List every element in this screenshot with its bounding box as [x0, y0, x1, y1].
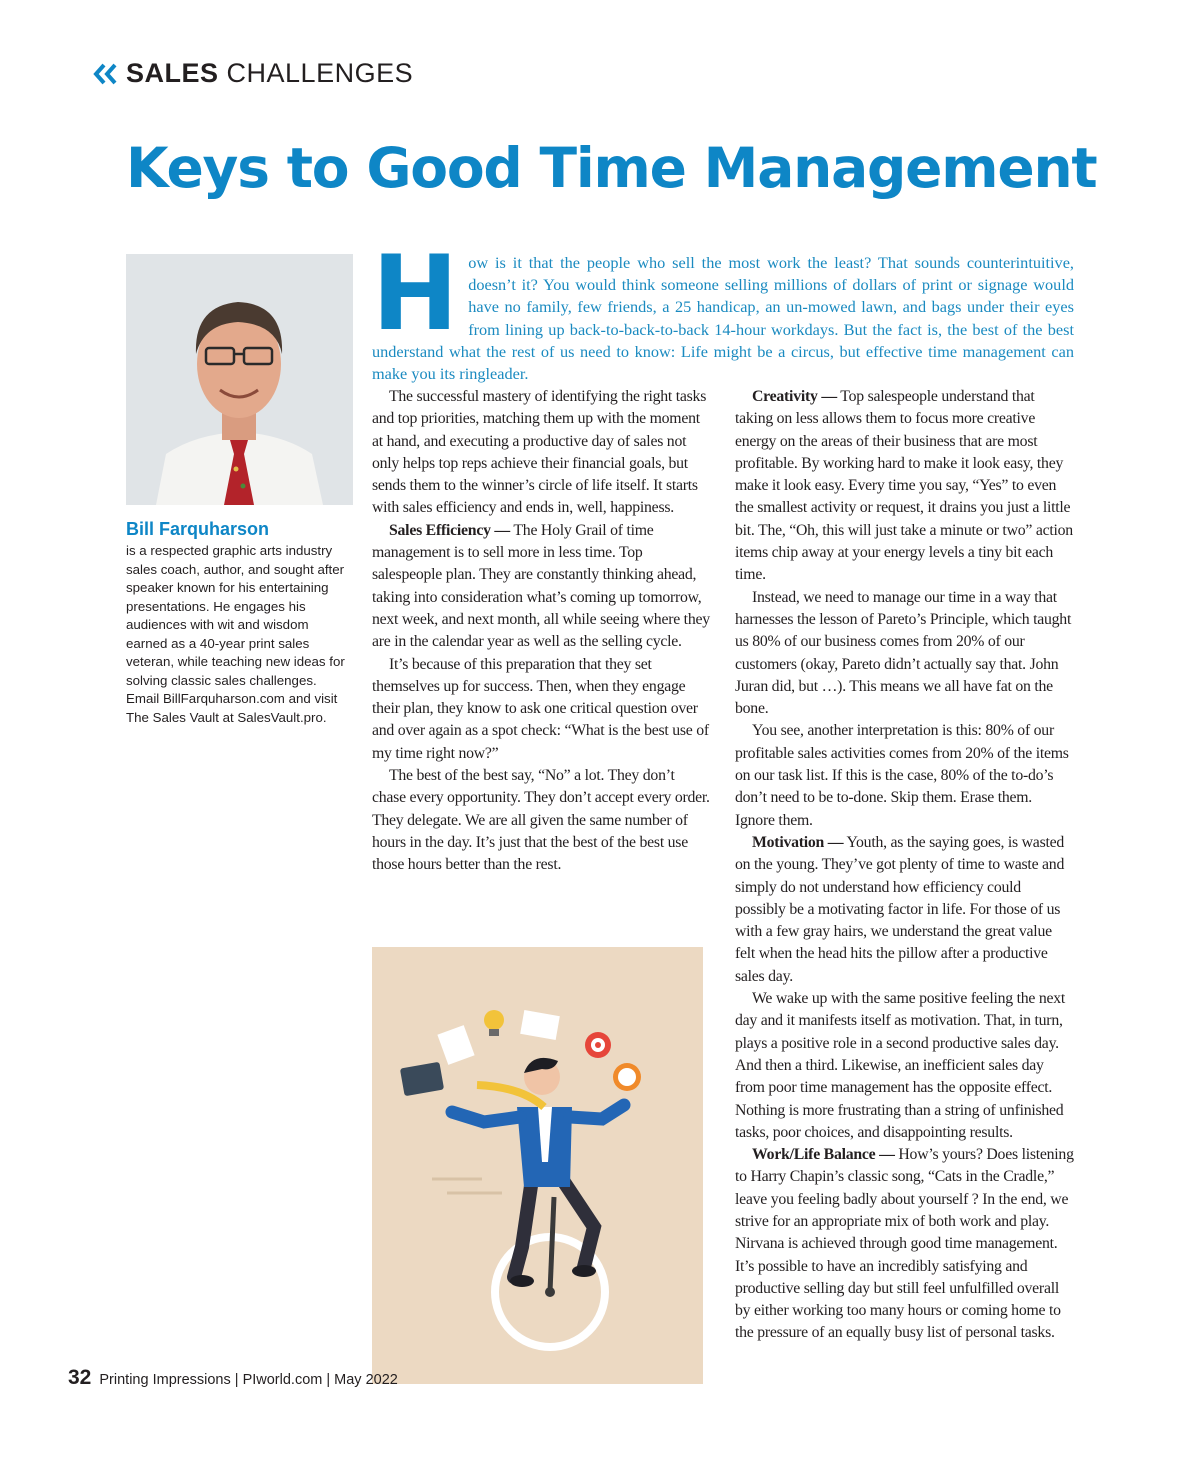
author-name: Bill Farquharson [126, 519, 270, 539]
paragraph: The successful mastery of identifying the right tasks and top priorities, matching them up with the moment at hand, and executing a productive day of sales not only helps top reps achieve their financial goals, but sends them to the winner’s circle of life itself. It starts with sales efficiency and ends in, well, happiness. [372, 388, 707, 517]
page-footer [68, 1366, 398, 1390]
section-header [92, 58, 413, 89]
juggler-unicycle-illustration [372, 947, 703, 1384]
lede-text: ow is it that the people who sell the most work the least? That sounds counterintuitive, doesn’t it? You would think someone selling millions of dollars of print or signage would have no family, few friends, a 25 handicap, an un-mowed lawn, and bags under their eyes from lining up back-to-back-to-back 14-hour workdays. But the fact is, the best of the best understand what the rest of us need to know: Life might be a circus, but effective time management can make you its ringleader. [372, 253, 1074, 384]
section-label-bold: SALES [126, 58, 219, 88]
subhead: Work/Life Balance — [752, 1146, 895, 1164]
article-lede [372, 234, 1074, 385]
section-label: CHALLENGES [226, 58, 414, 88]
paragraph: Sales Efficiency — The Holy Grail of time management is to sell more in less time. Top salespeople plan. They are constantly thinking ahead, taking into consideration what’s coming up tomorrow, next week, and next month, all while seeing where they are in the calendar year as well as the selling cycle. [372, 521, 710, 651]
paragraph: The best of the best say, “No” a lot. They don’t chase every opportunity. They don’t accept every order. They delegate. We are all given the same number of hours in the day. It’s just that the best of the best use those hours better than the rest. [372, 767, 710, 874]
drop-cap: H [372, 234, 459, 354]
author-bio: is a respected graphic arts industry sales coach, author, and sought after speaker known for his entertaining presentations. He engages his audiences with wit and wisdom earned as a 40-year print sales veteran, while teaching new ideas for solving classic sales challenges. Email BillFarquharson.com and visit The Sales Vault at SalesVault.pro. [126, 543, 345, 725]
paragraph: Work/Life Balance — How’s yours? Does listening to Harry Chapin’s classic song, “Cats in the Cradle,” leave you feeling badly about yourself ? In the end, we strive for an appropriate mix of both work and play. Nirvana is achieved through good time management. It’s possible to have an incredibly satisfying and productive selling day but still feel unfulfilled overall by either working too many hours or coming home to the pressure of an equally busy list of personal tasks. [735, 1146, 1074, 1342]
article-title: Keys to Good Time Management [126, 136, 1097, 200]
body-column-2 [735, 386, 1075, 1345]
paragraph: You see, another interpretation is this: 80% of our profitable sales activities comes from 20% of the items on our task list. If this is the case, 80% of the to-do’s don’t need to be to-done. Skip them. Erase them. Ignore them. [735, 722, 1069, 829]
subhead: Motivation — [752, 833, 844, 851]
page-number: 32 [68, 1366, 92, 1389]
footer-text: Printing Impressions | PIworld.com | May 2022 [99, 1372, 398, 1388]
paragraph: It’s because of this preparation that they set themselves up for success. Then, when they engage their plan, they know to ask one critical question over and over again as a spot check: “What is the best use of my time right now?” [372, 655, 709, 762]
author-photo [126, 254, 353, 505]
subhead: Sales Efficiency — [389, 521, 510, 539]
paragraph: Instead, we need to manage our time in a way that harnesses the lesson of Pareto’s Principle, which taught us 80% of our business comes from 20% of our customers (okay, Pareto didn’t actually say that. John Juran did, but …). This means we all have fat on the bone. [735, 588, 1072, 718]
paragraph: We wake up with the same positive feeling the next day and it manifests itself as motivation. That, in turn, plays a positive role in a second productive sales day. And then a third. Likewise, an inefficient sales day from poor time management has the opposite effect. Nothing is more frustrating than a string of unfinished tasks, poor choices, and disappointing results. [735, 990, 1066, 1141]
paragraph: Motivation — Youth, as the saying goes, is wasted on the young. They’ve got plenty of time to waste and simply do not understand how efficiency could possibly be a motivating factor in life. For those of us with a few gray hairs, we understand the great value felt when the head hits the pillow after a productive sales day. [735, 833, 1065, 985]
subhead: Creativity — [752, 388, 837, 405]
double-chevron-left-icon [92, 63, 120, 85]
paragraph: Creativity — Top salespeople understand that taking on less allows them to focus more creative energy on the areas of their business that are most profitable. By working hard to make it look easy, they make it look easy. Every time you say, “Yes” to even the smallest activity or request, it drains you just a little bit. The, “Oh, this will just take a minute or two” action items chip away at your energy levels a tiny bit each time. [735, 388, 1073, 584]
body-column-1 [372, 386, 712, 877]
